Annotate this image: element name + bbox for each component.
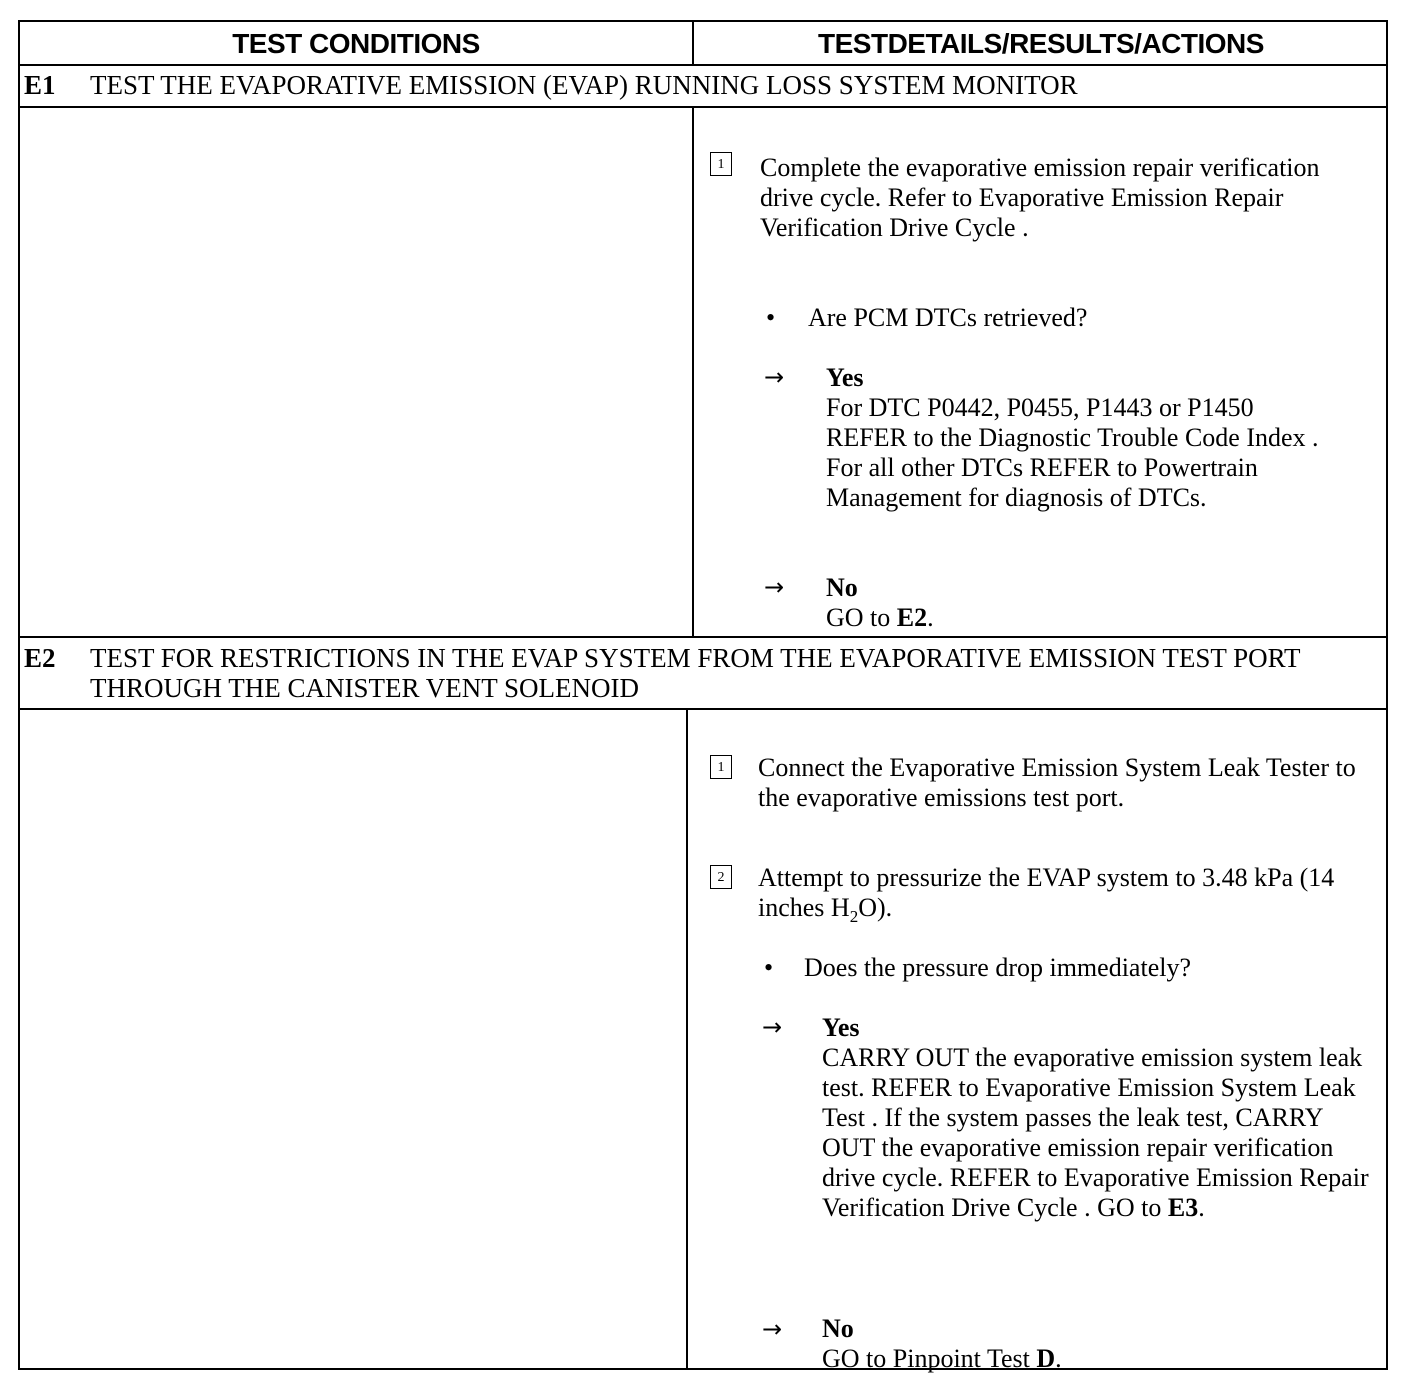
- step-instruction: Connect the Evaporative Emission System Leak Tester to the evaporative emissions test port.: [758, 753, 1356, 812]
- header-test-details: TESTDETAILS/RESULTS/ACTIONS: [818, 28, 1264, 59]
- step-number-box: 1: [710, 152, 732, 176]
- answer-text: GO to E2.: [826, 603, 934, 632]
- divider: [20, 64, 1386, 66]
- answer-label: No: [822, 1314, 854, 1343]
- arrow-right-icon: →: [762, 1013, 783, 1041]
- diagnostic-table: [18, 20, 1388, 1373]
- step-number-box: 1: [710, 755, 732, 779]
- step-code: E2: [24, 643, 56, 673]
- arrow-right-icon: →: [762, 1315, 783, 1343]
- bullet-icon: •: [766, 303, 776, 332]
- answer-label: Yes: [822, 1013, 860, 1042]
- step-number-box: 2: [710, 865, 732, 889]
- bullet-icon: •: [764, 953, 774, 982]
- answer-label: No: [826, 573, 858, 602]
- header-test-conditions: TEST CONDITIONS: [232, 28, 480, 59]
- step-code: E1: [24, 70, 56, 100]
- column-divider: [692, 106, 694, 638]
- answer-text: For DTC P0442, P0455, P1443 or P1450 REFER to the Diagnostic Trouble Code Index . For all other DTCs REFER to Powertrain Management for diagnosis of DTCs.: [826, 393, 1319, 512]
- arrow-right-icon: →: [764, 573, 785, 601]
- arrow-right-icon: →: [764, 363, 785, 391]
- step-title: TEST THE EVAPORATIVE EMISSION (EVAP) RUNNING LOSS SYSTEM MONITOR: [90, 70, 1078, 100]
- step-instruction: Attempt to pressurize the EVAP system to 3.48 kPa (14 inches $H_2O$).: [758, 863, 1335, 927]
- answer-text: CARRY OUT the evaporative emission system leak test. REFER to Evaporative Emission System Leak Test . If the system passes the leak test, CARRY OUT the evaporative emission repair verification drive cycle. REFER to Evaporative Emission Repair Verification Drive Cycle . GO to E3.: [822, 1043, 1369, 1222]
- divider: [20, 106, 1386, 108]
- column-divider: [692, 22, 694, 66]
- answer-text: GO to Pinpoint Test D.: [822, 1344, 1062, 1373]
- divider: [20, 636, 1386, 638]
- answer-yes: [826, 363, 1326, 513]
- answer-no: [822, 1314, 1322, 1374]
- question-text: Are PCM DTCs retrieved?: [808, 303, 1088, 332]
- question-text: Does the pressure drop immediately?: [804, 953, 1191, 982]
- answer-yes: [822, 1013, 1372, 1223]
- column-divider: [686, 708, 688, 1368]
- divider: [20, 708, 1386, 710]
- step-title: TEST FOR RESTRICTIONS IN THE EVAP SYSTEM FROM THE EVAPORATIVE EMISSION TEST PORT THROUGH THE CANISTER VENT SOLENOID: [90, 643, 1301, 703]
- step-instruction: Complete the evaporative emission repair verification drive cycle. Refer to Evaporative Emission Repair Verification Drive Cycle .: [760, 153, 1320, 242]
- answer-no: [826, 573, 1326, 633]
- answer-label: Yes: [826, 363, 864, 392]
